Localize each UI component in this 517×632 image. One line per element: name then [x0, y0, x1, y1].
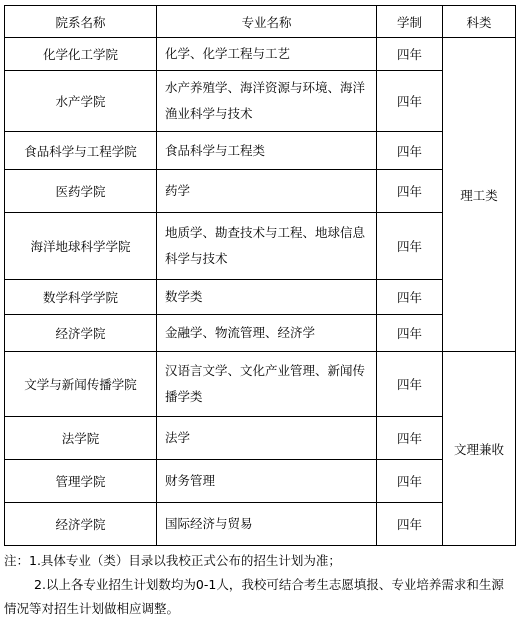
- college-cell: 管理学院: [5, 460, 157, 503]
- major-cell: 药学: [157, 170, 377, 213]
- table-row: [5, 280, 516, 315]
- major-cell: 食品科学与工程类: [157, 132, 377, 170]
- table-row: [5, 170, 516, 213]
- major-cell: 水产养殖学、海洋资源与环境、海洋渔业科学与技术: [157, 71, 377, 132]
- college-cell: 法学院: [5, 417, 157, 460]
- college-cell: 数学科学学院: [5, 280, 157, 315]
- category-cell-science: 理工类: [443, 38, 516, 352]
- category-cell-both: 文理兼收: [443, 352, 516, 546]
- duration-cell: 四年: [377, 132, 443, 170]
- college-cell: 医药学院: [5, 170, 157, 213]
- major-cell: 财务管理: [157, 460, 377, 503]
- major-cell: 汉语言文学、文化产业管理、新闻传播学类: [157, 352, 377, 417]
- major-cell: 数学类: [157, 280, 377, 315]
- major-cell: 化学、化学工程与工艺: [157, 38, 377, 71]
- header-duration: 学制: [377, 6, 443, 38]
- table-row: [5, 503, 516, 546]
- duration-cell: 四年: [377, 170, 443, 213]
- header-major: 专业名称: [157, 6, 377, 38]
- header-college: 院系名称: [5, 6, 157, 38]
- duration-cell: 四年: [377, 213, 443, 280]
- note-line-1: 注：1.具体专业（类）目录以我校正式公布的招生计划为准；: [4, 553, 341, 568]
- duration-cell: 四年: [377, 71, 443, 132]
- college-cell: 水产学院: [5, 71, 157, 132]
- table-row: [5, 132, 516, 170]
- duration-cell: 四年: [377, 460, 443, 503]
- college-cell: 经济学院: [5, 315, 157, 352]
- note-line-2: 2.以上各专业招生计划数均为0-1人，我校可结合考生志愿填报、专业培养需求和生源情况等对招生计划做相应调整。: [4, 577, 504, 616]
- table-row: [5, 315, 516, 352]
- table-row: [5, 38, 516, 71]
- college-cell: 化学化工学院: [5, 38, 157, 71]
- duration-cell: 四年: [377, 352, 443, 417]
- college-cell: 文学与新闻传播学院: [5, 352, 157, 417]
- table-row: [5, 71, 516, 132]
- major-cell: 地质学、勘查技术与工程、地球信息科学与技术: [157, 213, 377, 280]
- major-cell: 金融学、物流管理、经济学: [157, 315, 377, 352]
- duration-cell: 四年: [377, 38, 443, 71]
- college-cell: 经济学院: [5, 503, 157, 546]
- duration-cell: 四年: [377, 503, 443, 546]
- table-header-row: [5, 6, 516, 38]
- header-category: 科类: [443, 6, 516, 38]
- major-cell: 国际经济与贸易: [157, 503, 377, 546]
- table-row: [5, 417, 516, 460]
- major-cell: 法学: [157, 417, 377, 460]
- enrollment-table: [4, 5, 516, 546]
- duration-cell: 四年: [377, 280, 443, 315]
- table-row: [5, 213, 516, 280]
- notes-section: [4, 549, 512, 621]
- duration-cell: 四年: [377, 315, 443, 352]
- college-cell: 食品科学与工程学院: [5, 132, 157, 170]
- college-cell: 海洋地球科学学院: [5, 213, 157, 280]
- table-row: [5, 460, 516, 503]
- table-row: [5, 352, 516, 417]
- duration-cell: 四年: [377, 417, 443, 460]
